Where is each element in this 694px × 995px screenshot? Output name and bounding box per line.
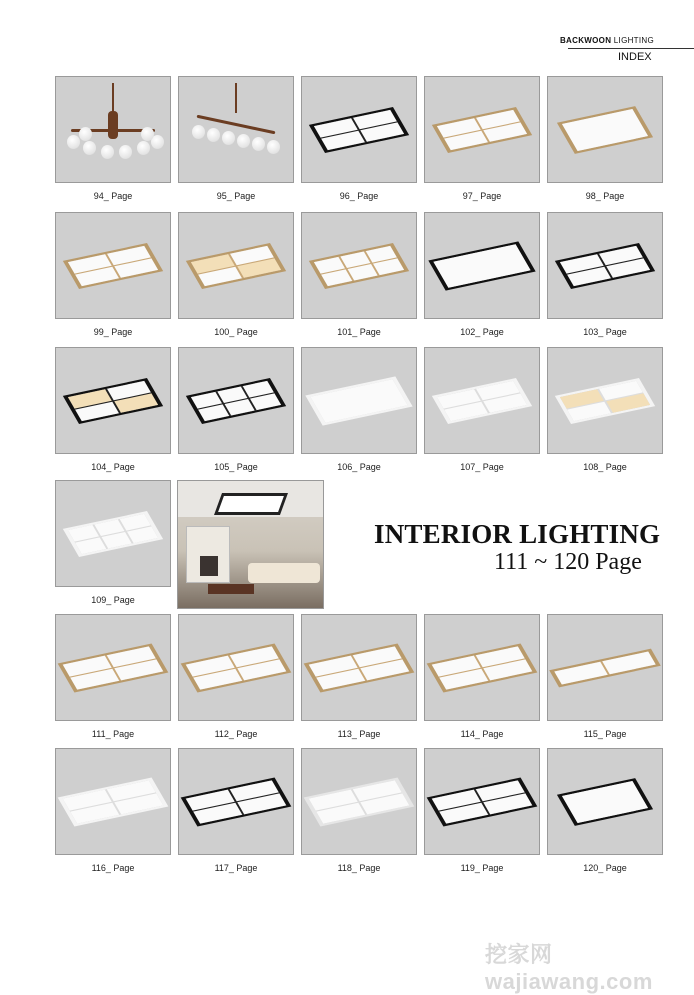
product-thumbnail[interactable] xyxy=(178,212,294,319)
product-caption: 118_ Page xyxy=(337,863,381,873)
product-caption: 107_ Page xyxy=(460,462,504,472)
product-thumbnail[interactable] xyxy=(301,347,417,454)
brand-bold: BACKWOON xyxy=(559,36,612,45)
product-thumbnail[interactable] xyxy=(55,212,171,319)
product-caption: 119_ Page xyxy=(460,863,504,873)
product-thumbnail[interactable] xyxy=(178,614,294,721)
product-caption: 112_ Page xyxy=(214,729,258,739)
product-caption: 111_ Page xyxy=(91,729,135,739)
product-thumbnail[interactable] xyxy=(547,614,663,721)
feature-subtitle: 111 ~ 120 Page xyxy=(494,549,642,575)
ceiling-quad-white-warm-icon xyxy=(555,378,655,424)
product-thumbnail[interactable] xyxy=(424,212,540,319)
product-caption: 117_ Page xyxy=(214,863,258,873)
chandelier-round-icon xyxy=(63,103,163,173)
ceiling-lattice-gold-icon xyxy=(58,643,169,692)
product-caption: 106_ Page xyxy=(337,462,381,472)
product-thumbnail[interactable] xyxy=(547,76,663,183)
product-caption: 99_ Page xyxy=(93,327,133,337)
product-thumbnail[interactable] xyxy=(55,76,171,183)
product-thumbnail[interactable] xyxy=(301,614,417,721)
brand-light: LIGHTING xyxy=(611,36,654,45)
product-caption: 98_ Page xyxy=(585,191,625,201)
ceiling-rect-white-icon xyxy=(305,376,412,425)
product-thumbnail[interactable] xyxy=(424,748,540,855)
product-caption: 105_ Page xyxy=(214,462,258,472)
ceiling-square-gold-icon xyxy=(557,106,653,154)
ceiling-quad-black-warm-icon xyxy=(63,378,163,424)
ceiling-quad-gold-icon xyxy=(432,107,532,153)
feature-title: INTERIOR LIGHTING xyxy=(374,519,661,549)
ceiling-linear-gold-icon xyxy=(549,648,661,687)
product-thumbnail[interactable] xyxy=(424,76,540,183)
product-thumbnail[interactable] xyxy=(301,748,417,855)
ceiling-triple-black-icon xyxy=(555,243,655,289)
product-caption: 94_ Page xyxy=(93,191,133,201)
product-thumbnail[interactable] xyxy=(547,212,663,319)
product-thumbnail[interactable] xyxy=(547,748,663,855)
ceiling-quad-gold-warm-icon xyxy=(186,243,286,289)
ceiling-square-black-icon xyxy=(557,778,653,826)
product-caption: 114_ Page xyxy=(460,729,504,739)
product-caption: 120_ Page xyxy=(583,863,627,873)
product-thumbnail[interactable] xyxy=(55,347,171,454)
ceiling-rect-black-icon xyxy=(428,241,535,290)
ceiling-strip-silver-icon xyxy=(304,777,415,826)
product-thumbnail[interactable] xyxy=(178,748,294,855)
product-thumbnail[interactable] xyxy=(55,480,171,587)
product-caption: 116_ Page xyxy=(91,863,135,873)
product-caption: 104_ Page xyxy=(91,462,135,472)
ceiling-strip-white-icon xyxy=(58,777,169,826)
watermark: 挖家网 wajiawang.com xyxy=(485,942,653,994)
product-caption: 108_ Page xyxy=(583,462,627,472)
product-thumbnail[interactable] xyxy=(178,347,294,454)
ceiling-six-white-icon xyxy=(63,511,163,557)
product-caption: 113_ Page xyxy=(337,729,381,739)
product-caption: 102_ Page xyxy=(460,327,504,337)
product-thumbnail[interactable] xyxy=(424,614,540,721)
chandelier-linear-icon xyxy=(186,103,286,173)
product-caption: 101_ Page xyxy=(337,327,381,337)
ceiling-six-black-icon xyxy=(186,378,286,424)
product-thumbnail[interactable] xyxy=(301,212,417,319)
ceiling-six-gold-icon xyxy=(309,243,409,289)
product-thumbnail[interactable] xyxy=(178,76,294,183)
ceiling-lattice-gold-icon xyxy=(181,643,292,692)
ceiling-strip-black-icon xyxy=(427,777,538,826)
product-caption: 115_ Page xyxy=(583,729,627,739)
product-caption: 103_ Page xyxy=(583,327,627,337)
ceiling-triple-gold-icon xyxy=(63,243,163,289)
living-room-photo xyxy=(177,480,324,609)
ceiling-lattice-gold-icon xyxy=(427,643,538,692)
product-caption: 95_ Page xyxy=(216,191,256,201)
ceiling-triple-white-icon xyxy=(432,378,532,424)
section-title: INDEX xyxy=(618,51,652,63)
product-caption: 100_ Page xyxy=(214,327,258,337)
product-thumbnail[interactable] xyxy=(424,347,540,454)
product-caption: 109_ Page xyxy=(91,595,135,605)
ceiling-quad-black-icon xyxy=(309,107,409,153)
ceiling-strip-black-icon xyxy=(181,777,292,826)
product-thumbnail[interactable] xyxy=(547,347,663,454)
product-thumbnail[interactable] xyxy=(55,614,171,721)
ceiling-lattice-gold-icon xyxy=(304,643,415,692)
product-caption: 97_ Page xyxy=(462,191,502,201)
product-thumbnail[interactable] xyxy=(55,748,171,855)
product-thumbnail[interactable] xyxy=(301,76,417,183)
product-caption: 96_ Page xyxy=(339,191,379,201)
